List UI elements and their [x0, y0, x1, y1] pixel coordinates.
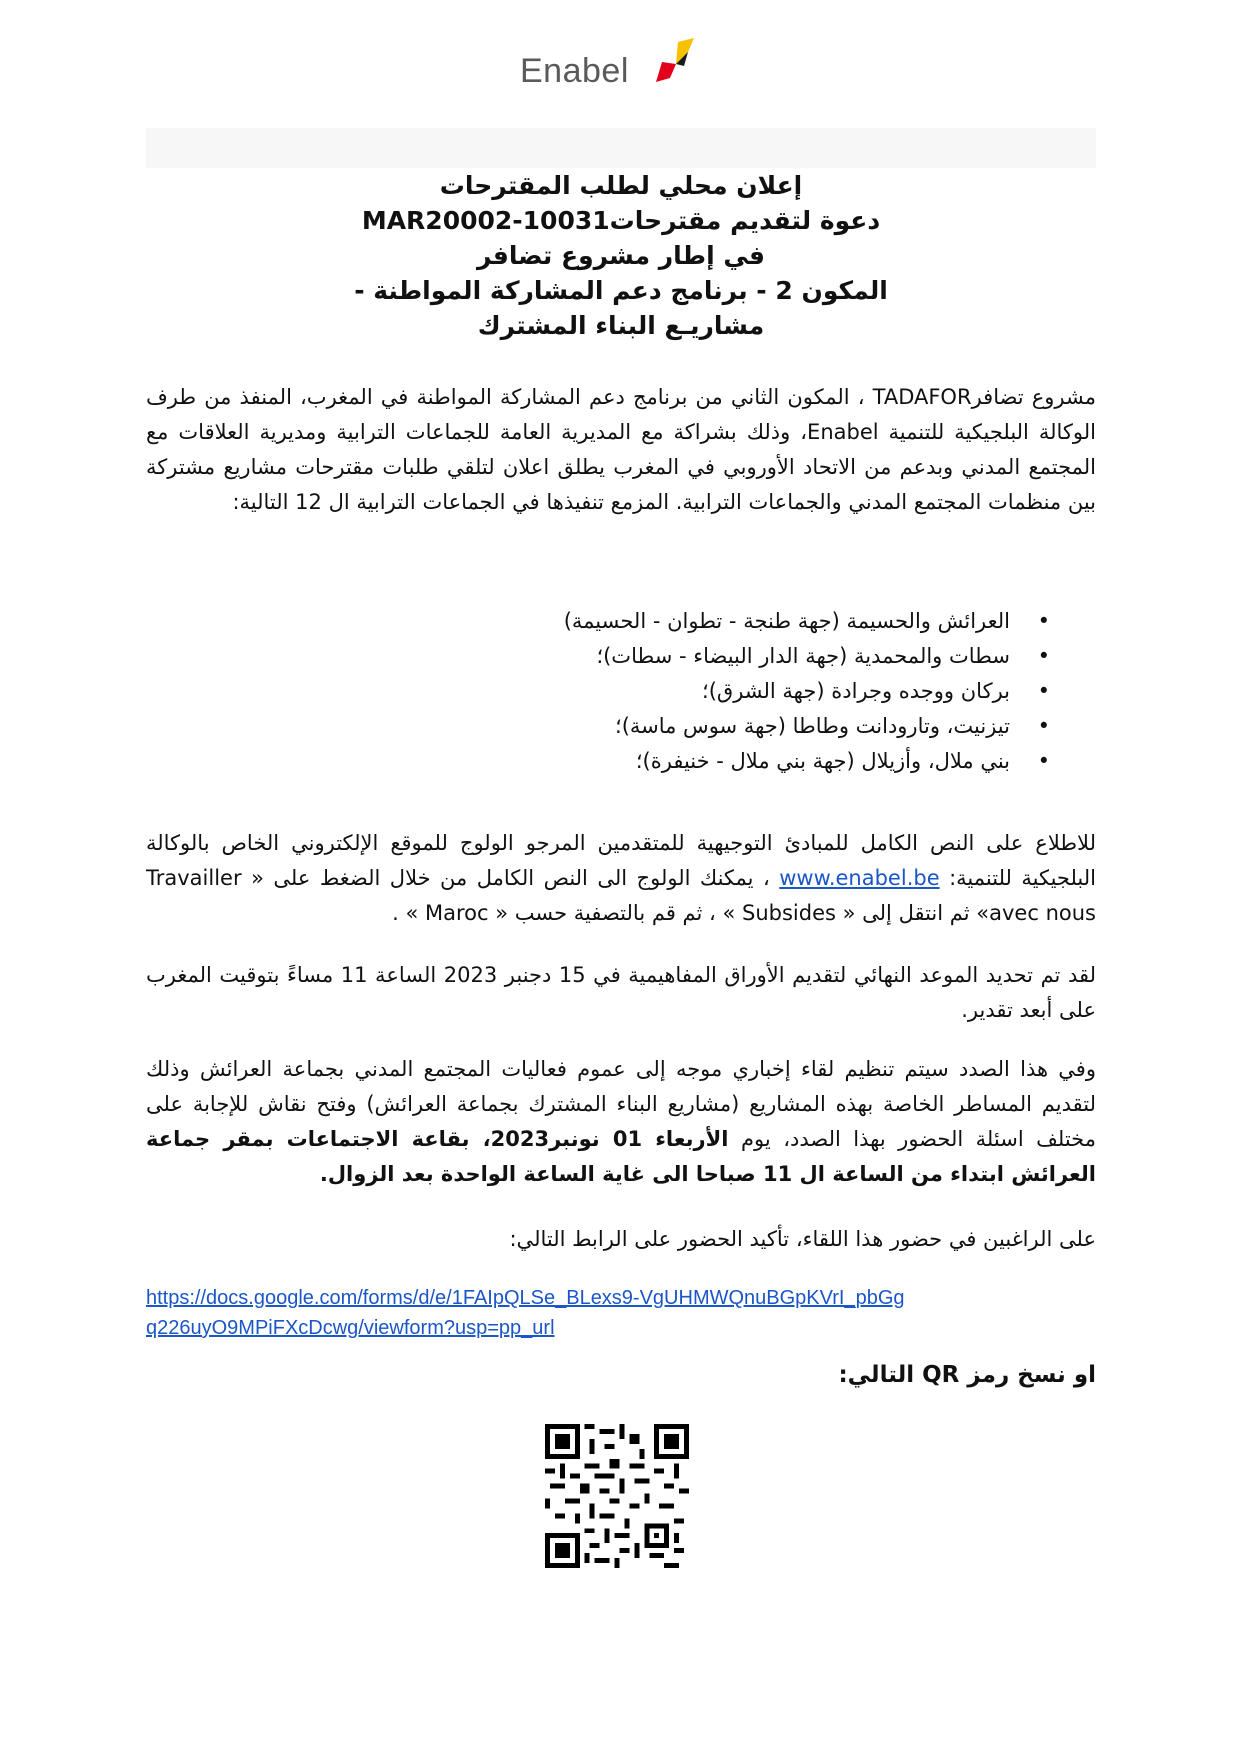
- deadline-paragraph: لقد تم تحديد الموعد النهائي لتقديم الأوراق المفاهيمية في 15 دجنبر 2023 الساعة 11 مساءً بتوقيت المغرب على أبعد تقدير.: [146, 963, 1096, 1022]
- list-item: • تيزنيت، وتارودانت وطاطا (جهة سوس ماسة)؛: [300, 709, 1050, 744]
- meeting-details: الأربعاء 01 نونبر2023، بقاعة الاجتماعات بمقر جماعة العرائش ابتداء من الساعة ال 11 صباحا الى غاية الساعة الواحدة بعد الزوال.: [146, 1127, 1096, 1186]
- confirm-paragraph: على الراغبين في حضور هذا اللقاء، تأكيد الحضور على الرابط التالي:: [509, 1227, 1096, 1251]
- page-title: [146, 168, 1096, 343]
- enabel-bird-icon: [648, 38, 698, 90]
- intro-paragraph: مشروع تضافرTADAFOR ، المكون الثاني من برنامج دعم المشاركة المواطنة في المغرب، المنفذ من طرف الوكالة البلجيكية للتنمية Enabel، وذلك بشراكة مع المديرية العامة للجماعات الترابية ومديرية العلاقات مع المجتمع المدني وبدعم من الاتحاد الأوروبي في المغرب يطلق اعلان لتلقي طلبات مقترحات مشاريع مشتركة بين منظمات المجتمع المدني والجماعات الترابية. المزمع تنفيذها في الجماعات الترابية ال 12 التالية:: [146, 385, 1097, 514]
- header-band: [146, 128, 1096, 168]
- list-item: • بركان ووجده وجرادة (جهة الشرق)؛: [300, 674, 1050, 709]
- list-item: • العرائش والحسيمة (جهة طنجة - تطوان - الحسيمة): [300, 604, 1050, 639]
- info-text-2: ، يمكنك الولوج الى النص الكامل من خلال الضغط على « Travailler avec nous» ثم انتقل إلى « Subsides » ، ثم قم بالتصفية حسب « Maroc » .: [146, 866, 1096, 925]
- title-line-1: إعلان محلي لطلب المقترحات: [439, 171, 803, 200]
- list-item: • بني ملال، وأزيلال (جهة بني ملال - خنيفرة)؛: [300, 744, 1050, 779]
- enabel-logo: [520, 34, 700, 104]
- enabel-website-link[interactable]: www.enabel.be: [779, 866, 940, 890]
- info-paragraph: [146, 826, 1096, 931]
- title-line-2: دعوة لتقديم مقترحاتMAR20002-10031: [361, 206, 881, 235]
- communes-list: [300, 604, 1050, 779]
- qr-code-icon: [545, 1424, 689, 1568]
- registration-form-link[interactable]: https://docs.google.com/forms/d/e/1FAIpQLSe_BLexs9-VgUHMWQnuBGpKVrI_pbGgq226uyO9MPiFXcDcwg/viewform?usp=pp_url: [146, 1287, 905, 1339]
- qr-heading: او نسخ رمز QR التالي:: [838, 1362, 1096, 1388]
- title-line-5: مشاريـع البناء المشترك: [477, 311, 765, 340]
- meeting-paragraph: [146, 1052, 1096, 1192]
- logo-wordmark: Enabel: [520, 52, 629, 90]
- title-line-4: المكون 2 - برنامج دعم المشاركة المواطنة -: [354, 276, 888, 305]
- info-text-1: للاطلاع على النص الكامل للمبادئ التوجيهية للمتقدمين المرجو الولوج للموقع الإلكتروني الخاص بالوكالة البلجيكية للتنمية:: [146, 831, 1096, 890]
- title-line-3: في إطار مشروع تضافر: [476, 241, 766, 270]
- list-item: • سطات والمحمدية (جهة الدار البيضاء - سطات)؛: [300, 639, 1050, 674]
- meeting-text: وفي هذا الصدد سيتم تنظيم لقاء إخباري موجه إلى عموم فعاليات المجتمع المدني بجماعة العرائش وذلك لتقديم المساطر الخاصة بهذه المشاريع (مشاريع البناء المشترك بجماعة العرائش) وفتح نقاش للإجابة على مختلف اسئلة الحضور بهذا الصدد، يوم: [146, 1057, 1096, 1151]
